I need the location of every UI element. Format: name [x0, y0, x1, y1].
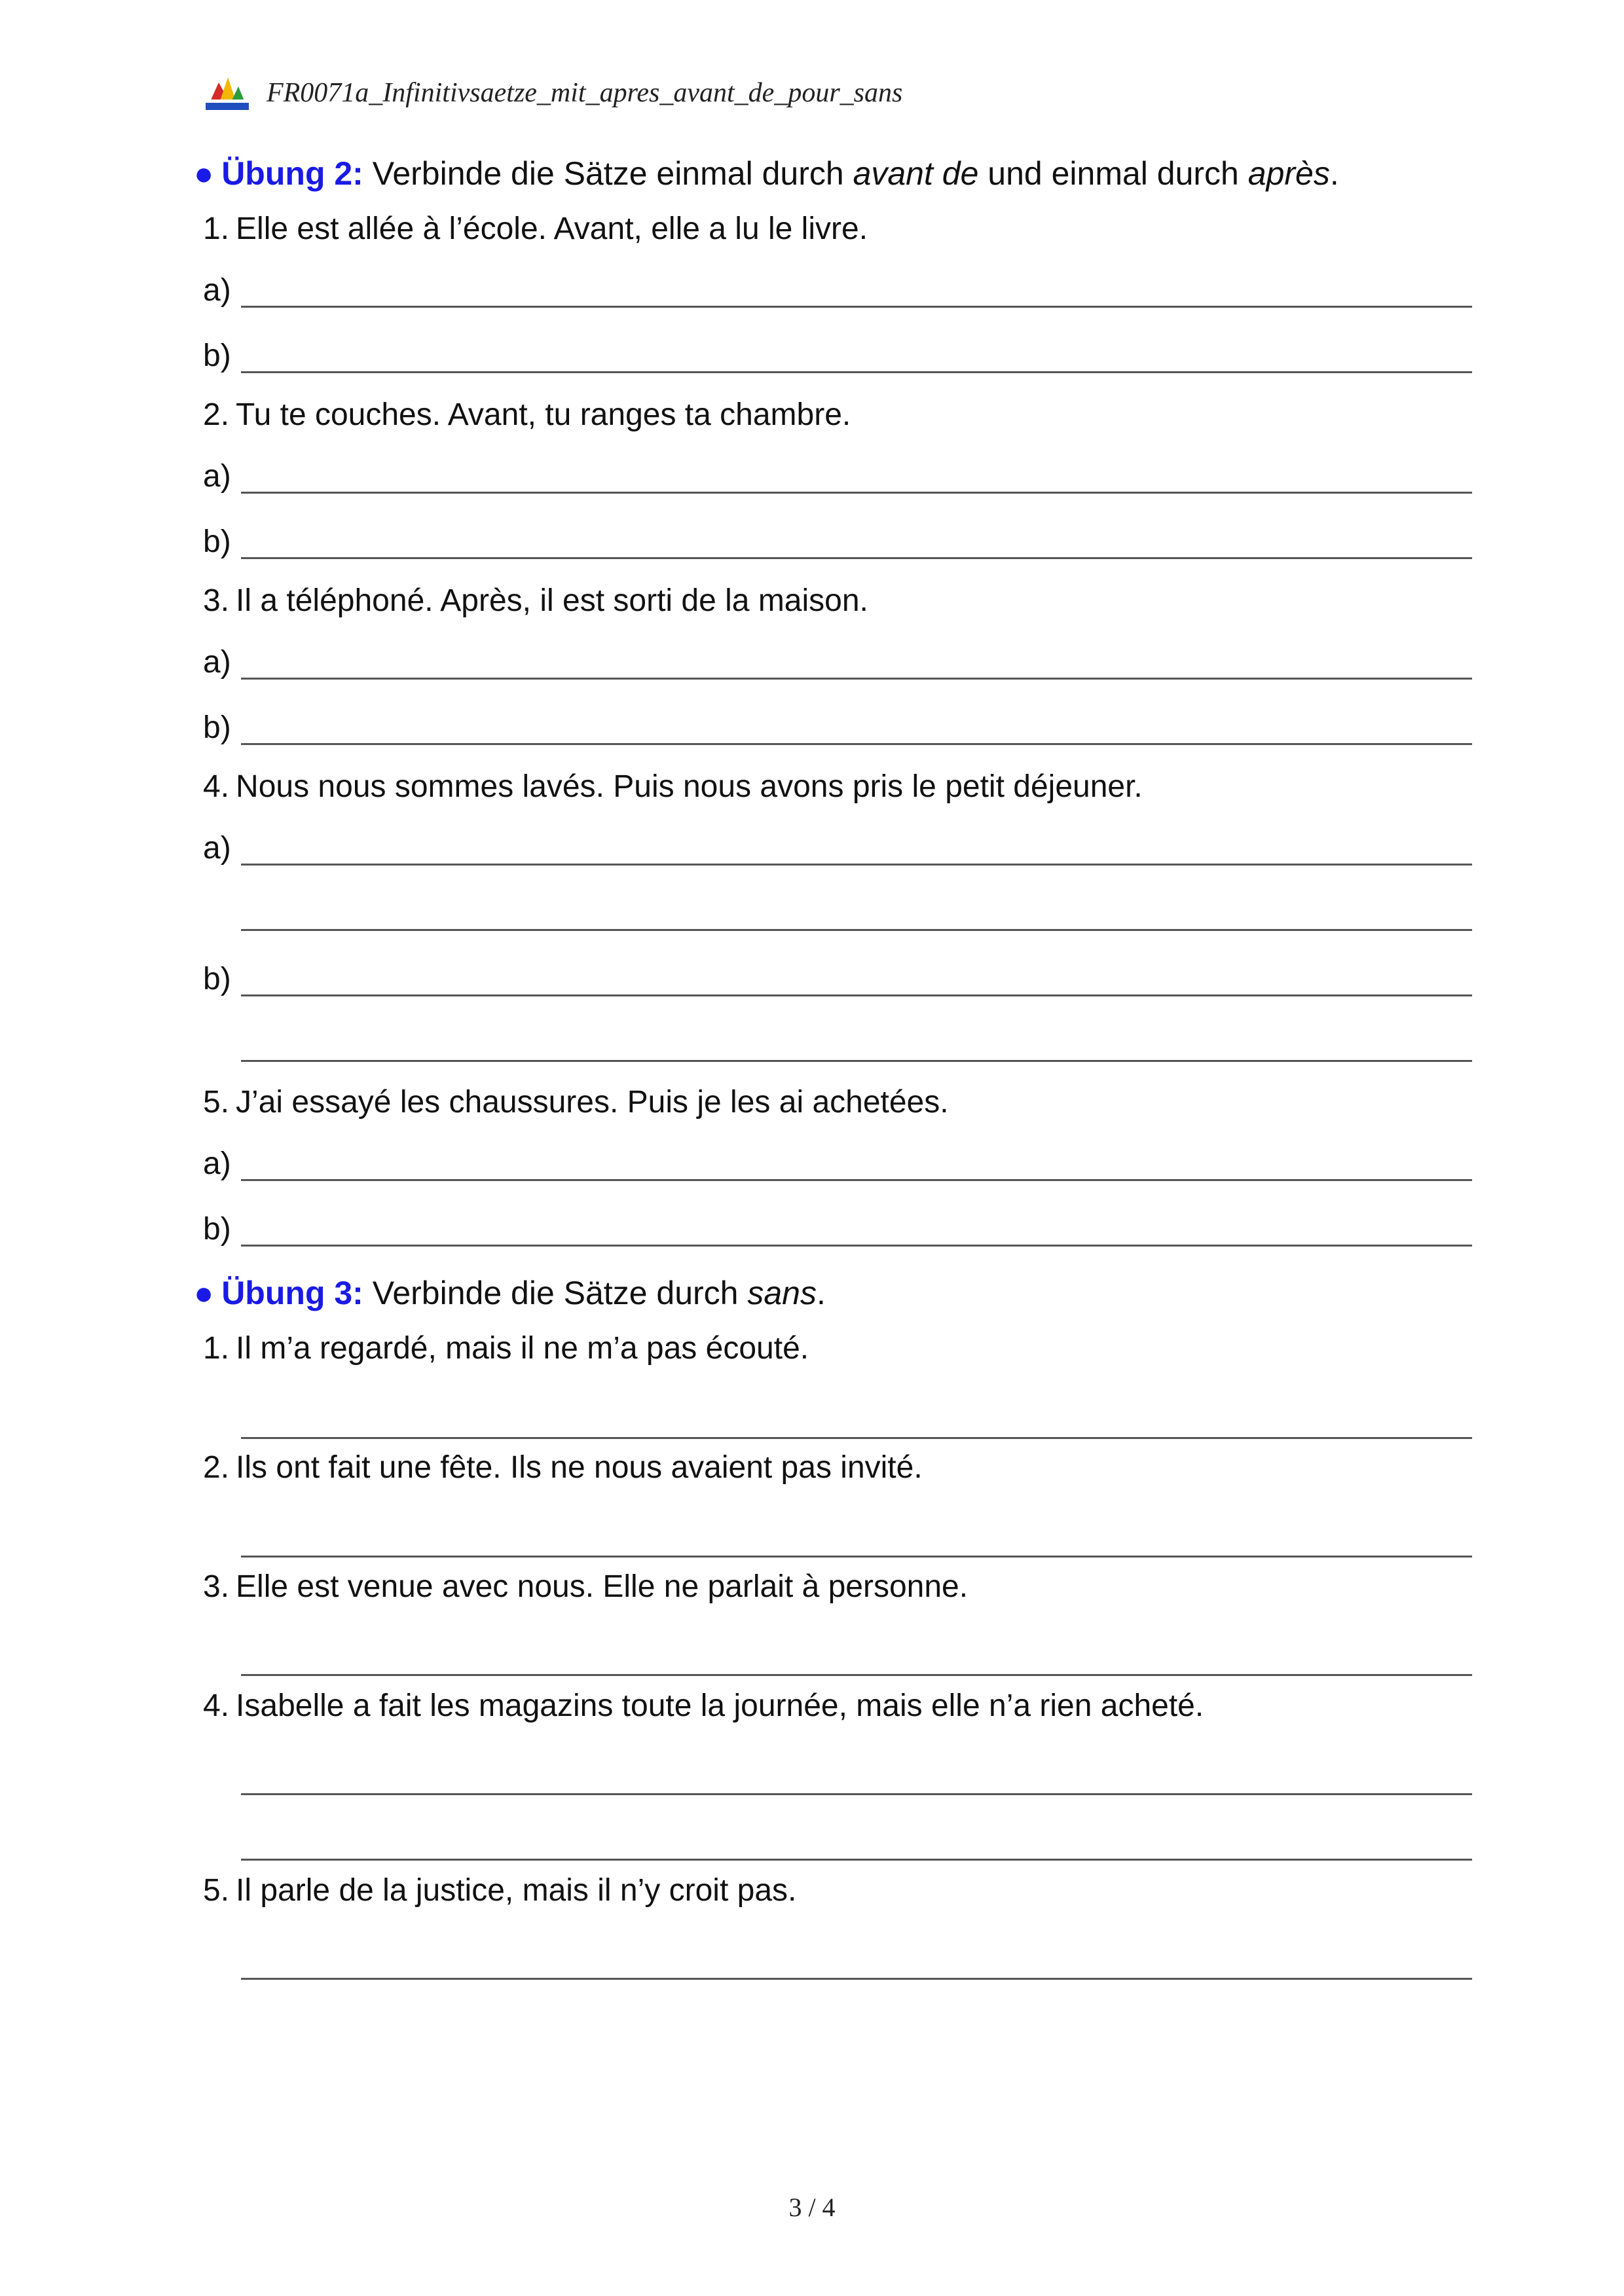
document-title: FR0071a_Infinitivsaetze_mit_apres_avant_de_pour_sans [267, 78, 903, 108]
answer-line[interactable] [241, 492, 1472, 494]
exercise2-label: Übung 2: [221, 155, 363, 192]
exercise3-instruction-em: sans [747, 1275, 817, 1311]
question-text: Il a téléphoné. Après, il est sorti de la maison. [236, 583, 868, 618]
question-number: 2. [203, 397, 230, 432]
exercise2-question-1 [203, 211, 868, 247]
question-number: 4. [203, 769, 230, 804]
exercise2-question-3 [203, 583, 868, 619]
bullet-icon: ● [194, 155, 214, 192]
exercise3-question-1 [203, 1330, 809, 1366]
answer-marker-a: a) [203, 273, 231, 308]
exercise2-instruction-mid: und einmal durch [987, 155, 1239, 192]
exercise3-question-5 [203, 1872, 796, 1908]
question-text: Il parle de la justice, mais il n’y croit pas. [236, 1873, 797, 1908]
exercise2-question-4 [203, 769, 1143, 805]
answer-marker-b: b) [203, 962, 231, 996]
answer-line[interactable] [241, 864, 1472, 866]
answer-line[interactable] [241, 1556, 1472, 1558]
exercise3-question-2 [203, 1449, 923, 1485]
question-number: 4. [203, 1688, 230, 1723]
question-text: Ils ont fait une fête. Ils ne nous avaient pas invité. [236, 1450, 923, 1485]
exercise2-heading [194, 155, 1339, 192]
question-number: 1. [203, 211, 230, 246]
question-number: 2. [203, 1450, 230, 1485]
answer-line[interactable] [241, 371, 1472, 373]
exercise3-label: Übung 3: [221, 1275, 363, 1311]
exercise2-instruction-em1: avant de [853, 155, 979, 192]
question-number: 3. [203, 1569, 230, 1604]
answer-line[interactable] [241, 1060, 1472, 1062]
question-text: Elle est venue avec nous. Elle ne parlait à personne. [236, 1569, 969, 1604]
question-number: 1. [203, 1331, 230, 1366]
exercise2-instruction-post: . [1329, 155, 1339, 192]
question-number: 5. [203, 1085, 230, 1120]
exercise3-heading [194, 1274, 826, 1312]
exercise2-question-5 [203, 1084, 949, 1120]
exercise3-instruction-post: . [817, 1275, 826, 1311]
answer-line[interactable] [241, 929, 1472, 931]
page-number: 3 / 4 [788, 2193, 836, 2222]
answer-line[interactable] [241, 994, 1472, 996]
answer-marker-a: a) [203, 645, 231, 680]
answer-marker-a: a) [203, 831, 231, 866]
answer-line[interactable] [241, 743, 1472, 745]
answer-line[interactable] [241, 557, 1472, 559]
exercise2-instruction-em2: après [1247, 155, 1330, 192]
question-number: 5. [203, 1873, 230, 1908]
answer-line[interactable] [241, 1978, 1472, 1980]
answer-line[interactable] [241, 1179, 1472, 1181]
exercise3-question-4 [203, 1688, 1204, 1724]
answer-line[interactable] [241, 1859, 1472, 1861]
question-text: Elle est allée à l’école. Avant, elle a lu le livre. [236, 211, 868, 246]
answer-line[interactable] [241, 1437, 1472, 1439]
answer-marker-b: b) [203, 710, 231, 745]
answer-line[interactable] [241, 678, 1472, 680]
question-text: Il m’a regardé, mais il ne m’a pas écouté. [236, 1331, 809, 1366]
publisher-logo-icon [204, 75, 250, 111]
answer-line[interactable] [241, 1674, 1472, 1676]
question-text: Isabelle a fait les magazins toute la journée, mais elle n’a rien acheté. [236, 1688, 1204, 1723]
answer-marker-b: b) [203, 524, 231, 559]
exercise3-question-3 [203, 1569, 968, 1605]
answer-marker-a: a) [203, 459, 231, 494]
question-number: 3. [203, 583, 230, 618]
question-text: Tu te couches. Avant, tu ranges ta chambre. [236, 397, 851, 432]
answer-marker-b: b) [203, 1212, 231, 1247]
question-text: Nous nous sommes lavés. Puis nous avons pris le petit déjeuner. [236, 769, 1143, 804]
answer-marker-b: b) [203, 338, 231, 373]
exercise2-instruction-pre: Verbinde die Sätze einmal durch [372, 155, 844, 192]
answer-marker-a: a) [203, 1146, 231, 1181]
answer-line[interactable] [241, 1245, 1472, 1247]
answer-line[interactable] [241, 306, 1472, 308]
bullet-icon: ● [194, 1275, 214, 1311]
question-text: J’ai essayé les chaussures. Puis je les ai achetées. [236, 1085, 949, 1120]
exercise2-question-2 [203, 397, 851, 433]
answer-line[interactable] [241, 1793, 1472, 1795]
exercise3-instruction-pre: Verbinde die Sätze durch [372, 1275, 739, 1311]
